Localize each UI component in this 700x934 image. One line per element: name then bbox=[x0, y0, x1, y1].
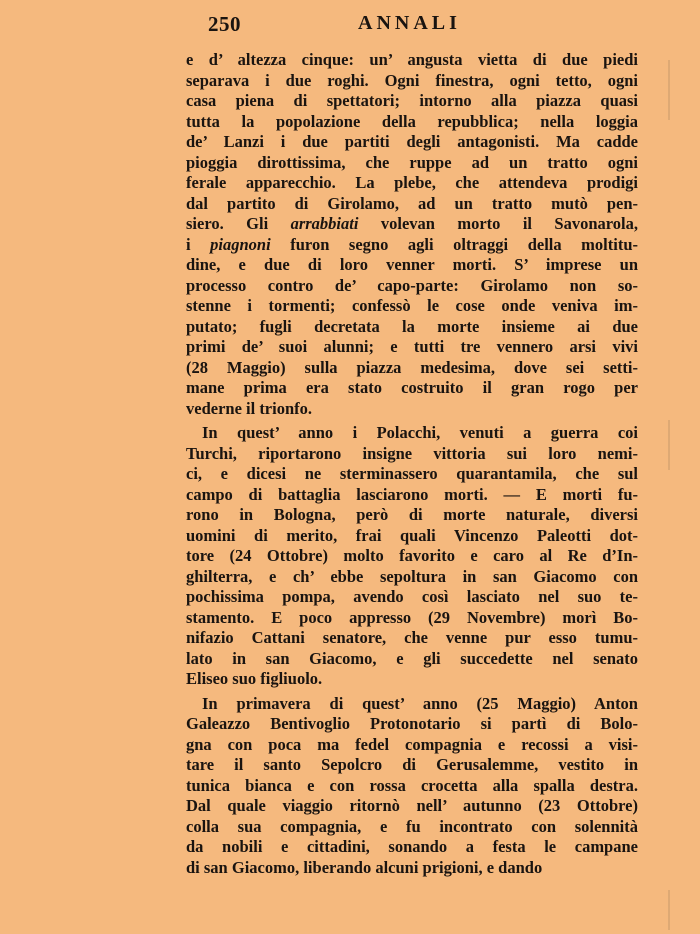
text-line: siero. Gli arrabbiati volevan morto il Savonarola, bbox=[186, 214, 639, 233]
text-line: pioggia dirottissima, che ruppe ad un tratto ogni bbox=[186, 152, 638, 172]
text-line: tunica bianca e con rossa crocetta alla spalla destra. bbox=[186, 775, 638, 795]
text-line: (28 Maggio) sulla piazza medesima, dove sei setti- bbox=[186, 357, 638, 377]
text-line: putato; fugli decretata la morte insieme ai due bbox=[186, 316, 638, 336]
page-edge-marks bbox=[664, 0, 674, 934]
text-line: campo di battaglia lasciarono morti. — E morti fu- bbox=[186, 484, 638, 504]
text-line: gna con poca ma fedel compagnia e recossi a visi- bbox=[186, 734, 638, 754]
text-line: Galeazzo Bentivoglio Protonotario si partì di Bolo- bbox=[186, 714, 638, 733]
paragraph bbox=[186, 694, 638, 879]
text-line: e d’ altezza cinque: un’ angusta vietta di due piedi bbox=[186, 50, 638, 69]
text-line: stamento. E poco appresso (29 Novembre) morì Bo- bbox=[186, 607, 638, 627]
running-head: ANNALI bbox=[358, 12, 461, 34]
paragraph bbox=[186, 50, 638, 419]
text-line: rono in Bologna, però di morte naturale, diversi bbox=[186, 505, 638, 524]
text-line: In primavera di quest’ anno (25 Maggio) Anton bbox=[202, 693, 638, 713]
text-line: dal partito di Girolamo, ad un tratto mutò pen- bbox=[186, 193, 638, 213]
text-line: tore (24 Ottobre) molto favorito e caro al Re d’In- bbox=[186, 546, 638, 565]
text-line: tutta la popolazione della repubblica; nella loggia bbox=[186, 111, 638, 131]
text-line: mane prima era stato costruito il gran rogo per bbox=[186, 378, 638, 397]
text-line: primi de’ suoi alunni; e tutti tre vennero arsi vivi bbox=[186, 337, 638, 356]
text-line: ci, e dicesi ne sterminassero quarantamila, che sul bbox=[186, 464, 638, 483]
text-line: de’ Lanzi i due partiti degli antagonisti. Ma cadde bbox=[186, 132, 638, 151]
text-line: uomini di merito, frai quali Vincenzo Paleotti dot- bbox=[186, 525, 638, 545]
text-line: separava i due roghi. Ogni finestra, ogni tetto, ogni bbox=[186, 70, 638, 90]
text-line: pochissima pompa, avendo così lasciato nel suo te- bbox=[186, 587, 638, 606]
text-line: Turchi, riportarono insigne vittoria sui loro nemi- bbox=[186, 443, 638, 463]
text-line: da nobili e cittadini, sonando a festa le campane bbox=[186, 837, 638, 856]
text-line: di san Giacomo, liberando alcuni prigioni, e dando bbox=[186, 857, 543, 877]
text-line: ghilterra, e ch’ ebbe sepoltura in san Giacomo con bbox=[186, 566, 638, 586]
text-line: vederne il trionfo. bbox=[186, 398, 313, 418]
text-line: casa piena di spettatori; intorno alla piazza quasi bbox=[186, 91, 638, 110]
page-number: 250 bbox=[208, 12, 241, 36]
body-text bbox=[186, 50, 638, 878]
page-header bbox=[186, 12, 638, 38]
text-line: i piagnoni furon segno agli oltraggi della moltitu- bbox=[186, 234, 638, 254]
text-line: nifazio Cattani senatore, che venne pur esso tumu- bbox=[186, 628, 638, 647]
text-line: In quest’ anno i Polacchi, venuti a guerra coi bbox=[202, 423, 638, 442]
text-line: stenne i tormenti; confessò le cose onde veniva im- bbox=[186, 296, 638, 315]
text-line: Dal quale viaggio ritornò nell’ autunno (23 Ottobre) bbox=[186, 796, 638, 815]
text-line: lato in san Giacomo, e gli succedette nel senato bbox=[186, 648, 638, 668]
text-line: colla sua compagnia, e fu incontrato con solennità bbox=[186, 816, 638, 836]
text-line: tare il santo Sepolcro di Gerusalemme, vestito in bbox=[186, 755, 638, 774]
text-line: Eliseo suo figliuolo. bbox=[186, 669, 323, 688]
text-line: ferale apparecchio. La plebe, che attendeva prodigi bbox=[186, 173, 638, 192]
text-line: dine, e due di loro venner morti. S’ imprese un bbox=[186, 255, 638, 274]
paragraph bbox=[186, 423, 638, 690]
text-line: processo contro de’ capo-parte: Girolamo non so- bbox=[186, 275, 638, 295]
